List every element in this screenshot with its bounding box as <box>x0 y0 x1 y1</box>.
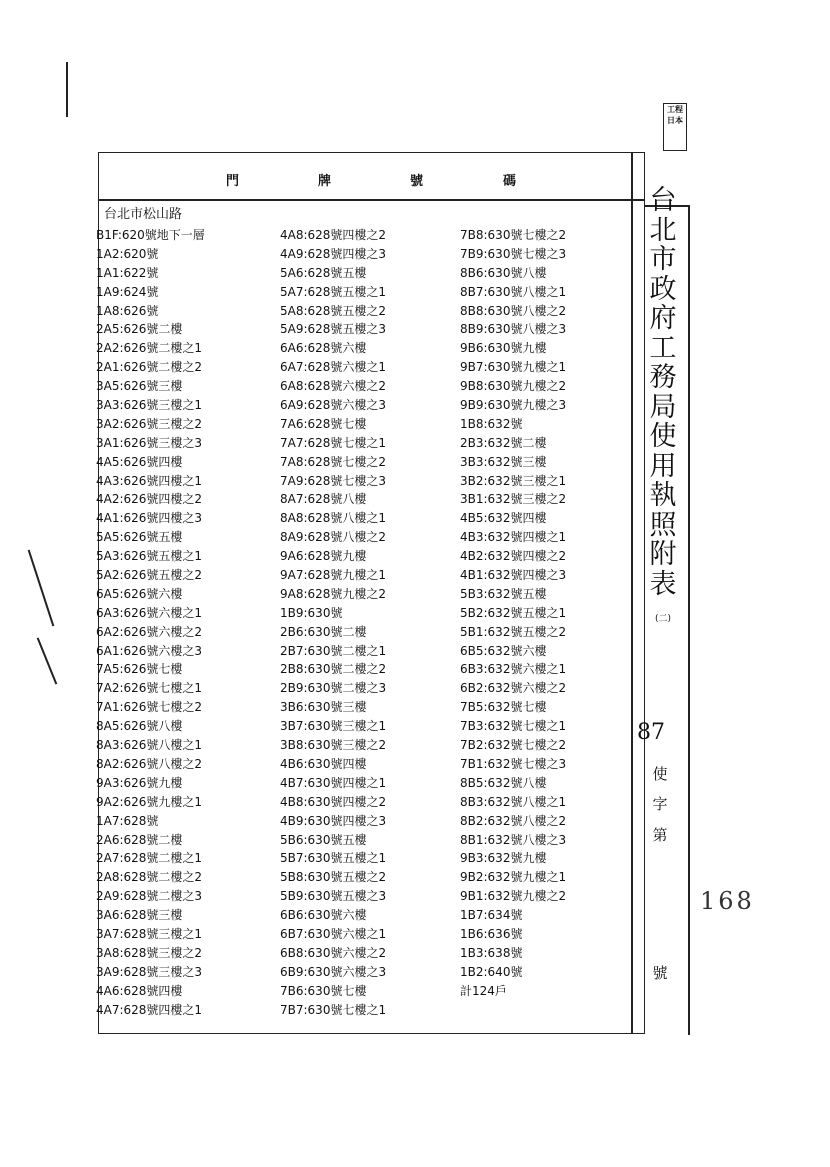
address-entry: 5A9:628號五樓之3 <box>280 322 387 337</box>
header-col-3: 號 <box>410 174 424 189</box>
address-entry: 8B7:630號八樓之1 <box>460 284 567 299</box>
right-border-line <box>688 205 690 1035</box>
address-entry: 3A6:628號三樓 <box>96 908 183 923</box>
address-entry: 6A1:626號六樓之3 <box>96 643 203 658</box>
address-entry: 5A6:628號五樓 <box>280 265 367 280</box>
address-entry: 8B6:630號八樓 <box>460 265 547 280</box>
address-entry: 5A5:626號五樓 <box>96 530 183 545</box>
address-entry: 1A9:624號 <box>96 284 159 299</box>
address-entry: 6B2:632號六樓之2 <box>460 681 567 696</box>
address-entry: 1B7:634號 <box>460 908 523 923</box>
address-entry: 3B8:630號三樓之2 <box>280 738 387 753</box>
address-entry: 2A8:628號二樓之2 <box>96 870 203 885</box>
address-entry: 1A8:626號 <box>96 303 159 318</box>
permit-number: 87 <box>637 720 665 745</box>
left-margin-mark <box>28 550 55 627</box>
address-entry: 1B9:630號 <box>280 605 343 620</box>
address-entry: 5A2:626號五樓之2 <box>96 568 203 583</box>
address-entry: 2B8:630號二樓之2 <box>280 662 387 677</box>
address-entry: 9B3:632號九樓 <box>460 851 547 866</box>
address-entry: 2A9:628號二樓之3 <box>96 889 203 904</box>
address-entry: 7A2:626號七樓之1 <box>96 681 203 696</box>
address-entry: 7A5:626號七樓 <box>96 662 183 677</box>
address-entry: 5B1:632號五樓之2 <box>460 624 567 639</box>
address-entry: 9B1:632號九樓之2 <box>460 889 567 904</box>
address-entry: 6B9:630號六樓之3 <box>280 964 387 979</box>
address-entry: 5A7:628號五樓之1 <box>280 284 387 299</box>
header-col-4: 碼 <box>503 174 517 189</box>
address-entry: 6A8:628號六樓之2 <box>280 379 387 394</box>
address-entry: 1B6:636號 <box>460 926 523 941</box>
side-char-3: 第 <box>652 826 668 844</box>
address-entry: 6A5:626號六樓 <box>96 586 183 601</box>
address-entry: 9A2:626號九樓之1 <box>96 794 203 809</box>
address-entry: 9B2:632號九樓之1 <box>460 870 567 885</box>
address-entry: 3A1:626號三樓之3 <box>96 435 203 450</box>
address-entry: 3B2:632號三樓之1 <box>460 473 567 488</box>
address-entry: 4A5:626號四樓 <box>96 454 183 469</box>
side-char-4: 號 <box>652 964 668 982</box>
address-entry: 8A9:628號八樓之2 <box>280 530 387 545</box>
address-entry: 8A3:626號八樓之1 <box>96 738 203 753</box>
address-entry: 7A8:628號七樓之2 <box>280 454 387 469</box>
address-entry: 3B6:630號三樓 <box>280 700 367 715</box>
district-name: 台北市松山路 <box>104 207 183 222</box>
address-entry: 4A3:626號四樓之1 <box>96 473 203 488</box>
address-entry: 9A7:628號九樓之1 <box>280 568 387 583</box>
address-entry: 5A8:628號五樓之2 <box>280 303 387 318</box>
address-entry: 4B5:632號四樓 <box>460 511 547 526</box>
address-entry: 6A7:628號六樓之1 <box>280 360 387 375</box>
address-entry: 6B7:630號六樓之1 <box>280 926 387 941</box>
address-entry: 5A3:626號五樓之1 <box>96 549 203 564</box>
address-entry: 4A7:628號四樓之1 <box>96 1002 203 1017</box>
address-entry: 4B6:630號四樓 <box>280 756 367 771</box>
address-entry: 4B1:632號四樓之3 <box>460 568 567 583</box>
address-entry: 8A7:628號八樓 <box>280 492 367 507</box>
header-col-2: 牌 <box>318 174 332 189</box>
address-entry: 5B6:630號五樓 <box>280 832 367 847</box>
address-entry: 2A6:628號二樓 <box>96 832 183 847</box>
address-entry: 1B3:638號 <box>460 945 523 960</box>
address-column-3 <box>460 226 566 1001</box>
address-entry: 5B7:630號五樓之1 <box>280 851 387 866</box>
address-entry: B1F:620號地下一層 <box>96 228 205 242</box>
address-entry: 7A1:626號七樓之2 <box>96 700 203 715</box>
side-subtitle: (二) <box>655 614 672 624</box>
address-entry: 5B9:630號五樓之3 <box>280 889 387 904</box>
address-entry: 1B2:640號 <box>460 964 523 979</box>
address-entry: 8A5:626號八樓 <box>96 719 183 734</box>
address-entry: 2A1:626號二樓之2 <box>96 360 203 375</box>
address-entry: 8A8:628號八樓之1 <box>280 511 387 526</box>
address-entry: 1A2:620號 <box>96 246 159 261</box>
address-entry: 計124戶 <box>460 983 507 998</box>
address-entry: 4A8:628號四樓之2 <box>280 228 387 242</box>
address-entry: 1A7:628號 <box>96 813 159 828</box>
address-entry: 2A5:626號二樓 <box>96 322 183 337</box>
stamp <box>663 103 687 151</box>
address-entry: 6B5:632號六樓 <box>460 643 547 658</box>
address-entry: 7B6:630號七樓 <box>280 983 367 998</box>
address-column-2 <box>280 226 386 1019</box>
address-entry: 8B8:630號八樓之2 <box>460 303 567 318</box>
address-entry: 7A9:628號七樓之3 <box>280 473 387 488</box>
address-entry: 8A2:626號八樓之2 <box>96 756 203 771</box>
address-entry: 8B9:630號八樓之3 <box>460 322 567 337</box>
address-entry: 1A1:622號 <box>96 265 159 280</box>
side-title: 台北市政府工務局使用執照附表 <box>649 185 677 600</box>
address-entry: 6A9:628號六樓之3 <box>280 398 387 413</box>
left-margin-mark <box>37 637 58 684</box>
address-entry: 2B7:630號二樓之1 <box>280 643 387 658</box>
address-entry: 2B6:630號二樓 <box>280 624 367 639</box>
address-column-1 <box>96 226 205 1019</box>
address-entry: 4B2:632號四樓之2 <box>460 549 567 564</box>
address-entry: 7B1:632號七樓之3 <box>460 756 567 771</box>
address-entry: 7B2:632號七樓之2 <box>460 738 567 753</box>
address-entry: 9B6:630號九樓 <box>460 341 547 356</box>
address-entry: 7B7:630號七樓之1 <box>280 1002 387 1017</box>
address-entry: 3A3:626號三樓之1 <box>96 398 203 413</box>
address-entry: 4B9:630號四樓之3 <box>280 813 387 828</box>
address-entry: 8B1:632號八樓之3 <box>460 832 567 847</box>
address-entry: 6A3:626號六樓之1 <box>96 605 203 620</box>
address-entry: 4A9:628號四樓之3 <box>280 246 387 261</box>
address-entry: 1B8:632號 <box>460 416 523 431</box>
address-entry: 9B9:630號九樓之3 <box>460 398 567 413</box>
address-entry: 8B5:632號八樓 <box>460 775 547 790</box>
handwritten-number: 168 <box>700 887 755 915</box>
address-entry: 6B3:632號六樓之1 <box>460 662 567 677</box>
address-entry: 6B8:630號六樓之2 <box>280 945 387 960</box>
address-entry: 7B5:632號七樓 <box>460 700 547 715</box>
address-entry: 7B9:630號七樓之3 <box>460 246 567 261</box>
address-entry: 9A8:628號九樓之2 <box>280 586 387 601</box>
address-entry: 3A7:628號三樓之1 <box>96 926 203 941</box>
address-entry: 2B3:632號二樓 <box>460 435 547 450</box>
address-entry: 3A8:628號三樓之2 <box>96 945 203 960</box>
address-entry: 8B2:632號八樓之2 <box>460 813 567 828</box>
address-entry: 5B2:632號五樓之1 <box>460 605 567 620</box>
address-entry: 4B3:632號四樓之1 <box>460 530 567 545</box>
address-entry: 2A7:628號二樓之1 <box>96 851 203 866</box>
address-entry: 9B8:630號九樓之2 <box>460 379 567 394</box>
address-entry: 6A6:628號六樓 <box>280 341 367 356</box>
address-entry: 6B6:630號六樓 <box>280 908 367 923</box>
address-entry: 4A2:626號四樓之2 <box>96 492 203 507</box>
address-entry: 3B7:630號三樓之1 <box>280 719 387 734</box>
stamp-text: 工程日本 <box>667 105 683 125</box>
address-entry: 8B3:632號八樓之1 <box>460 794 567 809</box>
address-entry: 3A2:626號三樓之2 <box>96 416 203 431</box>
address-entry: 2B9:630號二樓之3 <box>280 681 387 696</box>
address-entry: 7A7:628號七樓之1 <box>280 435 387 450</box>
address-entry: 7A6:628號七樓 <box>280 416 367 431</box>
address-entry: 3B1:632號三樓之2 <box>460 492 567 507</box>
address-entry: 3B3:632號三樓 <box>460 454 547 469</box>
address-entry: 5B8:630號五樓之2 <box>280 870 387 885</box>
table-header-divider <box>98 199 644 201</box>
address-entry: 9A3:626號九樓 <box>96 775 183 790</box>
side-char-2: 字 <box>652 795 668 813</box>
address-entry: 4A6:628號四樓 <box>96 983 183 998</box>
address-entry: 4A1:626號四樓之3 <box>96 511 203 526</box>
address-entry: 7B3:632號七樓之1 <box>460 719 567 734</box>
address-entry: 6A2:626號六樓之2 <box>96 624 203 639</box>
address-entry: 4B7:630號四樓之1 <box>280 775 387 790</box>
address-entry: 5B3:632號五樓 <box>460 586 547 601</box>
address-entry: 9A6:628號九樓 <box>280 549 367 564</box>
address-entry: 2A2:626號二樓之1 <box>96 341 203 356</box>
left-margin-line <box>66 62 68 117</box>
side-column-divider <box>631 152 633 1034</box>
address-entry: 7B8:630號七樓之2 <box>460 228 567 242</box>
address-entry: 3A9:628號三樓之3 <box>96 964 203 979</box>
address-entry: 4B8:630號四樓之2 <box>280 794 387 809</box>
address-entry: 9B7:630號九樓之1 <box>460 360 567 375</box>
address-entry: 3A5:626號三樓 <box>96 379 183 394</box>
header-col-1: 門 <box>226 174 240 189</box>
side-char-1: 使 <box>652 765 668 783</box>
